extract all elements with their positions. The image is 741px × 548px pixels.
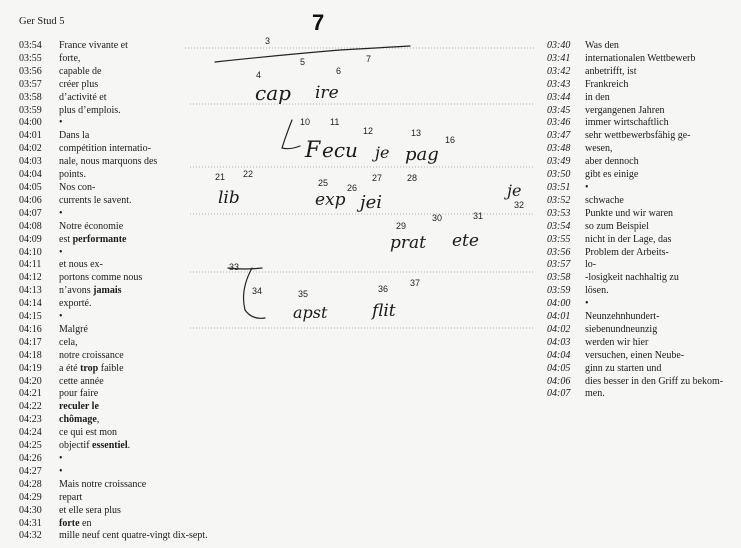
- transcript-text: Punkte und wir waren: [585, 207, 674, 219]
- transcript-text: vergangenen Jahren: [585, 104, 665, 116]
- timestamp: 04:23: [19, 414, 42, 426]
- transcript-text: créer plus: [59, 78, 99, 90]
- timestamp: 03:42: [547, 65, 571, 77]
- transcript-text: objectif essentiel.: [59, 440, 131, 452]
- transcript-text: sehr wettbewerbsfähig ge-: [585, 130, 691, 142]
- transcript-text: Malgré: [59, 323, 88, 335]
- transcript-text: •: [59, 246, 63, 258]
- note-number: 22: [243, 169, 254, 179]
- transcript-text: men.: [585, 388, 605, 400]
- note-number: 36: [378, 284, 389, 294]
- timestamp: 04:28: [19, 478, 42, 490]
- timestamp: 04:25: [19, 440, 42, 452]
- note-number: 5: [300, 57, 306, 67]
- timestamp: 03:43: [547, 78, 571, 90]
- timestamp: 04:27: [19, 465, 42, 477]
- handwritten-note: pag: [405, 144, 439, 165]
- timestamp: 03:50: [547, 169, 571, 181]
- transcript-text: ginn zu starten und: [585, 362, 662, 374]
- handwritten-note: cap: [255, 81, 291, 105]
- transcript-text: gibt es einige: [585, 169, 639, 181]
- handwritten-note: ete: [452, 231, 479, 251]
- timestamp: 03:57: [19, 78, 42, 90]
- transcript-text: portons comme nous: [59, 272, 143, 284]
- timestamp: 04:00: [19, 117, 42, 129]
- note-number: 7: [366, 54, 372, 64]
- timestamp: 04:19: [19, 362, 42, 374]
- timestamp: 04:15: [19, 311, 42, 323]
- transcript-text: werden wir hier: [585, 336, 649, 348]
- handwritten-note: prat: [390, 233, 426, 253]
- transcript-text: nicht in der Lage, das: [585, 233, 672, 245]
- transcript-text: plus d’emplois.: [59, 104, 121, 116]
- transcript-text: •: [59, 453, 63, 464]
- transcript-text: lösen.: [585, 285, 609, 297]
- timestamp: 04:05: [547, 362, 571, 374]
- timestamp: 03:40: [547, 40, 571, 51]
- timestamp: 04:14: [19, 298, 42, 310]
- transcript-text: exporté.: [59, 298, 92, 310]
- timestamp: 03:46: [547, 117, 571, 129]
- page-number: 7: [312, 10, 325, 35]
- transcript-text: forte en: [59, 517, 92, 529]
- emphasized-word: reculer le: [59, 401, 99, 413]
- handwritten-note: ecu: [322, 138, 358, 162]
- timestamp: 04:32: [19, 530, 42, 542]
- transcript-text: schwache: [585, 194, 624, 206]
- note-number: 25: [318, 178, 329, 188]
- timestamp: 04:18: [19, 349, 42, 361]
- transcript-text: currents le savent.: [59, 194, 132, 206]
- transcript-text: internationalen Wettbewerb: [585, 52, 696, 64]
- transcript-text: mille neuf cent quatre-vingt dix-sept.: [59, 530, 208, 542]
- timestamp: 04:01: [547, 311, 571, 323]
- transcript-text: anbetrifft, ist: [585, 65, 637, 77]
- note-number: 32: [514, 200, 525, 210]
- transcript-text: chômage,: [59, 414, 100, 426]
- timestamp: 04:11: [19, 259, 42, 271]
- emphasized-word: forte: [59, 517, 80, 529]
- timestamp: 03:57: [547, 259, 571, 271]
- note-number: 26: [347, 183, 358, 193]
- timestamp: 04:22: [19, 401, 42, 413]
- timestamp: 03:56: [19, 65, 42, 77]
- transcript-text: so zum Beispiel: [585, 220, 649, 232]
- timestamp: 03:52: [547, 194, 571, 206]
- transcript-text: cette année: [59, 375, 104, 387]
- transcript-text: d’activité et: [59, 91, 107, 103]
- timestamp: 04:02: [547, 323, 571, 335]
- timestamp: 04:07: [547, 388, 571, 400]
- note-number: 11: [330, 117, 340, 127]
- transcript-text: •: [59, 465, 63, 477]
- timestamp: 03:58: [19, 91, 42, 103]
- transcript-text: est performante: [59, 233, 127, 245]
- note-number: 21: [215, 172, 226, 182]
- timestamp: 03:45: [547, 104, 571, 116]
- transcript-text: points.: [59, 169, 86, 181]
- note-number: 28: [407, 173, 418, 183]
- timestamp: 03:47: [547, 130, 571, 142]
- note-number: 29: [396, 221, 407, 231]
- timestamp: 04:01: [19, 130, 42, 142]
- transcript-text: versuchen, einen Neube-: [585, 349, 685, 361]
- timestamp: 04:06: [547, 375, 571, 387]
- transcript-text: France vivante et: [59, 40, 128, 51]
- handwritten-note: je: [507, 181, 522, 200]
- transcript-text: wesen,: [585, 143, 613, 155]
- transcript-text: forte,: [59, 52, 81, 64]
- transcript-text: et nous ex-: [59, 259, 103, 271]
- transcript-text: pour faire: [59, 388, 99, 400]
- timestamp: 04:12: [19, 272, 42, 284]
- handwritten-note: je: [375, 143, 390, 162]
- note-number: 30: [432, 213, 443, 223]
- timestamp: 04:08: [19, 220, 42, 232]
- timestamp: 04:06: [19, 194, 42, 206]
- emphasized-word: essentiel: [92, 440, 128, 452]
- timestamp: 03:53: [547, 207, 571, 219]
- timestamp: 03:54: [19, 40, 42, 51]
- timestamp: 03:56: [547, 246, 571, 258]
- timestamp: 04:00: [547, 298, 571, 310]
- timestamp: 04:09: [19, 233, 42, 245]
- transcript-text: in den: [585, 91, 610, 103]
- transcript-text: Frankreich: [585, 78, 629, 90]
- timestamp: 03:44: [547, 91, 571, 103]
- timestamp: 04:31: [19, 517, 42, 529]
- handwritten-note: apst: [293, 303, 328, 322]
- note-number: 33: [229, 262, 240, 272]
- transcript-text: dies besser in den Griff zu bekom-: [585, 375, 724, 387]
- transcript-text: aber dennoch: [585, 156, 639, 168]
- transcript-text: et elle sera plus: [59, 504, 121, 516]
- timestamp: 04:30: [19, 504, 42, 516]
- transcript-text: Dans la: [59, 130, 90, 142]
- emphasized-word: performante: [72, 233, 127, 245]
- timestamp: 04:10: [19, 246, 42, 258]
- timestamp: 03:51: [547, 181, 571, 193]
- note-number: 31: [473, 211, 484, 221]
- transcript-text: siebenundneunzig: [585, 323, 658, 335]
- transcript-text: Problem der Arbeits-: [585, 246, 669, 258]
- timestamp: 04:03: [19, 156, 42, 168]
- transcript-text: Notre économie: [59, 220, 124, 232]
- timestamp: 03:58: [547, 272, 571, 284]
- timestamp: 03:41: [547, 52, 571, 64]
- note-number: 34: [252, 286, 263, 296]
- transcript-text: a été trop faible: [59, 362, 124, 374]
- timestamp: 04:24: [19, 427, 42, 439]
- emphasized-word: trop: [80, 362, 99, 374]
- note-number: 13: [411, 128, 422, 138]
- transcript-text: -losigkeit nachhaltig zu: [585, 272, 679, 284]
- note-number: 12: [363, 126, 374, 136]
- timestamp: 03:55: [19, 52, 42, 64]
- transcript-text: •: [585, 298, 589, 310]
- note-number: 27: [372, 173, 383, 183]
- note-number: 35: [298, 289, 309, 299]
- timestamp: 03:54: [547, 220, 571, 232]
- timestamp: 04:26: [19, 453, 42, 464]
- timestamp: 04:20: [19, 375, 42, 387]
- timestamp: 03:59: [547, 285, 571, 297]
- handwritten-note: exp: [315, 190, 346, 210]
- document-header: Ger Stud 5: [19, 16, 65, 27]
- transcript-text: lo-: [585, 259, 597, 271]
- handwritten-note: lib: [218, 188, 240, 208]
- timestamp: 04:05: [19, 181, 42, 193]
- transcript-text: ce qui est mon: [59, 427, 118, 439]
- timestamp: 03:48: [547, 143, 571, 155]
- transcript-text: repart: [59, 491, 83, 503]
- timestamp: 04:07: [19, 207, 42, 219]
- timestamp: 04:04: [547, 349, 571, 361]
- timestamp: 04:04: [19, 169, 42, 181]
- transcript-text: immer wirtschaftlich: [585, 117, 669, 129]
- transcript-text: cela,: [59, 336, 78, 348]
- timestamp: 04:13: [19, 285, 42, 297]
- transcript-text: capable de: [59, 65, 102, 77]
- timestamp: 04:16: [19, 323, 42, 335]
- timestamp: 04:03: [547, 336, 571, 348]
- transcript-text: Mais notre croissance: [59, 478, 147, 490]
- emphasized-word: jamais: [93, 285, 122, 297]
- handwritten-note: F: [305, 138, 321, 163]
- timestamp: 04:29: [19, 491, 42, 503]
- ink-stroke: [215, 46, 410, 62]
- transcript-text: •: [585, 181, 589, 193]
- timestamp: 04:17: [19, 336, 42, 348]
- emphasized-word: chômage: [59, 414, 97, 426]
- transcript-text: •: [59, 117, 63, 129]
- handwritten-note: ire: [315, 83, 339, 103]
- note-number: 10: [300, 117, 311, 127]
- handwritten-note: jei: [360, 192, 382, 213]
- transcript-text: •: [59, 207, 63, 219]
- transcript-text: n’avons jamais: [59, 285, 122, 297]
- transcript-text: compétition internatio-: [59, 143, 151, 155]
- timestamp: 03:59: [19, 104, 42, 116]
- note-number: 6: [336, 66, 342, 76]
- timestamp: 04:02: [19, 143, 42, 155]
- note-number: 4: [256, 70, 262, 80]
- note-number: 16: [445, 135, 456, 145]
- transcript-text: Nos con-: [59, 181, 96, 193]
- transcript-text: •: [59, 311, 63, 323]
- timestamp: 04:21: [19, 388, 42, 400]
- transcript-text: Was den: [585, 40, 619, 51]
- timestamp: 03:49: [547, 156, 571, 168]
- transcript-text: notre croissance: [59, 349, 124, 361]
- note-number: 3: [265, 36, 271, 46]
- timestamp: 03:55: [547, 233, 571, 245]
- transcript-text: Neunzehnhundert-: [585, 311, 660, 323]
- handwritten-note: flit: [372, 301, 396, 321]
- ink-stroke: [282, 120, 300, 149]
- transcript-text: nale, nous marquons des: [59, 156, 158, 168]
- note-number: 37: [410, 278, 421, 288]
